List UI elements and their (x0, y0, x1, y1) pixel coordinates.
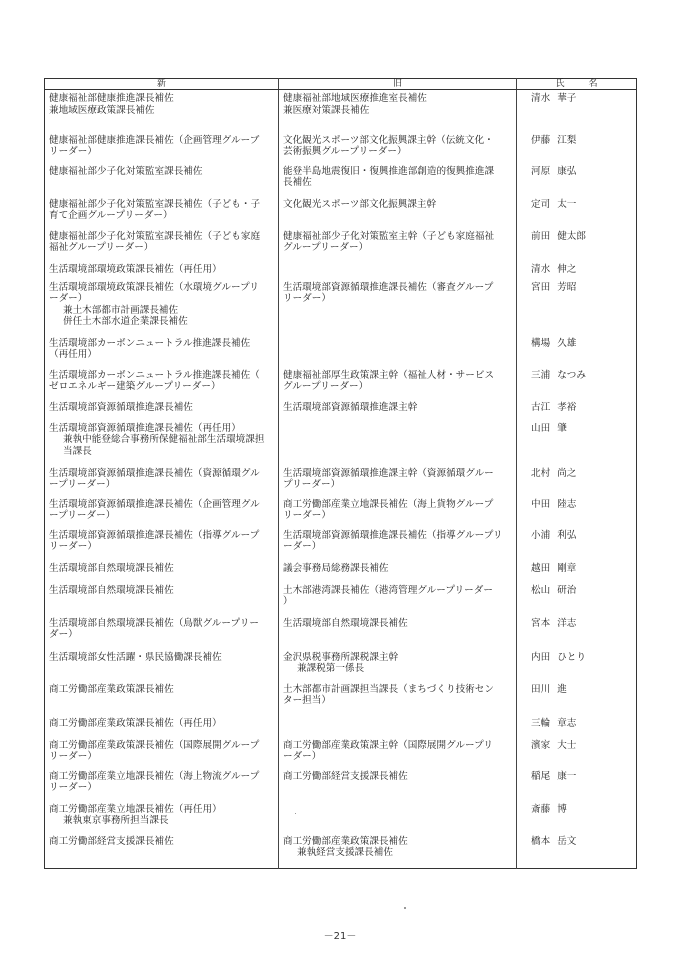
old-position (279, 582, 517, 615)
old-position-line: 議会事務局総務課長補佐 (283, 562, 389, 574)
person-name (517, 681, 637, 715)
family-name: 橋本 (531, 835, 551, 847)
new-position (45, 833, 279, 869)
old-position-line: 兼課税第一係長 (297, 663, 365, 675)
new-position (45, 420, 279, 465)
old-position-line: 商工労働部産業政策課主幹（国際展開グループリ (283, 739, 493, 751)
new-position-line: 福祉グループリーダー） (49, 242, 154, 254)
new-position-line: 生活環境部資源循環推進課長補佐 (49, 401, 193, 413)
person-name (517, 649, 637, 681)
old-position-line: 健康福祉部少子化対策監室主幹（子ども家庭福祉 (283, 230, 495, 242)
person-name (517, 335, 637, 367)
person-name-text (517, 370, 632, 382)
old-position-line: ） (283, 596, 293, 608)
old-position-line: リーダー） (283, 510, 331, 522)
person-name-text (517, 652, 632, 664)
old-position-line: ーダー） (283, 541, 322, 553)
new-position-line: 生活環境部資源循環推進課長補佐（企画管理グル (49, 498, 260, 510)
person-name (517, 90, 637, 132)
given-name: 岳文 (557, 835, 577, 847)
old-position-line: 生活環境部資源循環推進課主幹 (283, 401, 418, 413)
family-name: 松山 (531, 584, 551, 596)
family-name: 斎藤 (531, 803, 551, 815)
table-row (45, 335, 637, 367)
table-body (45, 90, 637, 869)
new-position (45, 715, 279, 737)
new-position (45, 399, 279, 420)
new-position-line: 生活環境部資源循環推進課長補佐（再任用） (49, 422, 241, 434)
person-name-text (517, 563, 632, 575)
family-name: 田川 (531, 683, 551, 695)
old-position (279, 715, 517, 737)
new-position-line: 生活環境部カーボンニュートラル推進課長補佐 (49, 337, 251, 349)
table-row (45, 90, 637, 132)
new-position-line: ーダー） (49, 293, 88, 305)
new-position-line: 健康福祉部少子化対策監室課長補佐 (49, 165, 203, 177)
given-name: なつみ (557, 369, 586, 381)
person-name (517, 737, 637, 768)
old-position-line: 生活環境部自然環境課長補佐 (283, 617, 408, 629)
page-number: －21－ (323, 931, 357, 942)
family-name: 越田 (531, 562, 551, 574)
new-position-line: 生活環境部資源循環推進課長補佐（指導グループ (49, 529, 260, 541)
new-position-line: 兼地域医療政策課長補佐 (49, 104, 155, 116)
old-position-line: 生活環境部資源循環推進課主幹（資源循環グルー (283, 467, 494, 479)
table-row (45, 132, 637, 163)
new-position-line: 商工労働部産業政策課長補佐（国際展開グループ (49, 739, 260, 751)
person-name-text (517, 423, 632, 435)
old-position-line: 兼医療対策課長補佐 (283, 104, 370, 116)
old-position-line: 長補佐 (283, 177, 312, 189)
given-name: 江梨 (557, 134, 577, 146)
old-position (279, 399, 517, 420)
person-name-text (517, 282, 632, 294)
table-row (45, 768, 637, 801)
given-name: 伸之 (557, 263, 577, 275)
old-position (279, 833, 517, 869)
family-name: 清水 (531, 93, 551, 104)
person-name-text (517, 740, 632, 752)
given-name: 太一 (557, 198, 577, 210)
new-position (45, 801, 279, 833)
new-position-line: 生活環境部自然環境課長補佐 (49, 562, 174, 574)
old-position-line: プリーダー） (283, 479, 341, 491)
table-row (45, 196, 637, 228)
person-name-text (517, 135, 632, 147)
table-row (45, 582, 637, 615)
family-name: 内田 (531, 651, 551, 663)
new-position-line: ゼロエネルギー建築グループリーダー） (49, 381, 221, 393)
person-name (517, 420, 637, 465)
old-position (279, 196, 517, 228)
old-position (279, 279, 517, 335)
person-name-text (517, 468, 632, 480)
new-position-line: 生活環境部資源循環推進課長補佐（資源循環グル (49, 467, 260, 479)
old-position (279, 90, 517, 132)
new-position (45, 737, 279, 768)
table-row (45, 399, 637, 420)
person-name-text (517, 771, 632, 783)
table-row (45, 261, 637, 279)
new-position (45, 335, 279, 367)
given-name: 進 (557, 683, 567, 695)
new-position (45, 367, 279, 399)
header-old: 旧 (279, 79, 517, 90)
header-name (517, 79, 637, 90)
table-row (45, 649, 637, 681)
old-position-line: 生活環境部資源循環推進課長補佐（審査グループ (283, 281, 494, 293)
given-name: 利弘 (557, 529, 577, 541)
table-row (45, 715, 637, 737)
scan-speck (295, 813, 296, 814)
new-position-line: 兼土木部都市計画課長補佐 (63, 304, 179, 316)
new-position-line: 生活環境部自然環境課長補佐（鳥獣グループリー (49, 617, 259, 629)
person-name-text (517, 618, 632, 630)
person-name-text (517, 231, 632, 243)
new-position-line: 兼執中能登総合事務所保健福祉部生活環境課担 (63, 434, 265, 446)
new-position-line: ープリーダー） (49, 479, 116, 491)
given-name: ひとり (557, 651, 586, 663)
old-position-line: グループリーダー） (283, 381, 369, 393)
person-name (517, 196, 637, 228)
old-position-line: 芸術振興グループリーダー） (283, 146, 407, 158)
given-name: 研治 (557, 584, 577, 596)
family-name: 濱家 (531, 739, 551, 751)
new-position-line: 健康福祉部健康推進課長補佐 (49, 93, 174, 104)
old-position-line: 生活環境部資源循環推進課長補佐（指導グループリ (283, 529, 503, 541)
old-position-line: 健康福祉部地域医療推進室長補佐 (283, 93, 427, 104)
new-position-line: 兼執東京事務所担当課長 (63, 815, 169, 827)
new-position-line: （再任用） (49, 349, 97, 361)
person-name-text (517, 199, 632, 211)
new-position (45, 582, 279, 615)
given-name: 大士 (557, 739, 577, 751)
family-name: 定司 (531, 198, 551, 210)
family-name: 伊藤 (531, 134, 551, 146)
given-name: 芳昭 (557, 281, 577, 293)
person-name (517, 228, 637, 261)
table-row (45, 681, 637, 715)
new-position (45, 768, 279, 801)
old-position (279, 560, 517, 582)
person-name (517, 582, 637, 615)
old-position (279, 261, 517, 279)
old-position (279, 367, 517, 399)
old-position (279, 163, 517, 196)
person-name-text (517, 585, 632, 597)
family-name: 小浦 (531, 529, 551, 541)
table-row (45, 279, 637, 335)
given-name: 章志 (557, 717, 577, 729)
new-position (45, 261, 279, 279)
old-position-line: リーダー） (283, 293, 331, 305)
new-position (45, 615, 279, 649)
new-position (45, 681, 279, 715)
given-name: 孝裕 (557, 401, 577, 413)
new-position (45, 649, 279, 681)
new-position-line: 当課長 (63, 445, 92, 457)
new-position (45, 496, 279, 527)
table-row (45, 228, 637, 261)
person-name (517, 399, 637, 420)
table-header-row (45, 79, 637, 90)
old-position-line: 文化観光スポーツ部文化振興課主幹 (283, 198, 437, 210)
old-position (279, 496, 517, 527)
personnel-table (44, 78, 637, 869)
person-name-text (517, 804, 632, 816)
family-name: 前田 (531, 230, 551, 242)
new-position-line: ダー） (49, 629, 78, 641)
family-name: 中田 (531, 498, 551, 510)
old-position (279, 527, 517, 560)
family-name: 北村 (531, 467, 551, 479)
old-position-line: ーダー） (283, 751, 322, 763)
given-name: 剛章 (557, 562, 577, 574)
family-name: 清水 (531, 263, 551, 275)
given-name: 陸志 (557, 498, 577, 510)
old-position (279, 737, 517, 768)
old-position-line: 商工労働部産業立地課長補佐（海上貨物グループ (283, 498, 494, 510)
old-position-line: 文化観光スポーツ部文化振興課主幹（伝統文化・ (283, 134, 494, 146)
old-position-line: 健康福祉部厚生政策課主幹（福祉人材・サービス (283, 369, 495, 381)
table-row (45, 420, 637, 465)
new-position (45, 163, 279, 196)
new-position (45, 465, 279, 496)
old-position-line: 能登半島地震復旧・復興推進部創造的復興推進課 (283, 165, 495, 177)
person-name (517, 465, 637, 496)
new-position-line: 生活環境部女性活躍・県民協働課長補佐 (49, 651, 222, 663)
new-position-line: ープリーダー） (49, 510, 116, 522)
old-position (279, 335, 517, 367)
table-row (45, 465, 637, 496)
old-position-line: 土木部都市計画課担当課長（まちづくり技術セン (283, 683, 494, 695)
old-position-line: 土木部港湾課長補佐（港湾管理グループリーダー (283, 584, 493, 596)
person-name (517, 768, 637, 801)
new-position (45, 560, 279, 582)
person-name-text (517, 93, 632, 105)
new-position-line: リーダー） (49, 751, 97, 763)
old-position (279, 420, 517, 465)
family-name: 三輪 (531, 717, 551, 729)
old-position (279, 228, 517, 261)
given-name: 博 (557, 803, 567, 815)
table-row (45, 615, 637, 649)
old-position (279, 681, 517, 715)
table-row (45, 367, 637, 399)
person-name-text (517, 836, 632, 848)
new-position-line: 生活環境部カーボンニュートラル推進課長補佐（ (49, 369, 260, 381)
header-name-1: 氏 (555, 79, 565, 89)
person-name (517, 132, 637, 163)
old-position-line: 商工労働部経営支援課長補佐 (283, 770, 408, 782)
table-row (45, 163, 637, 196)
header-name-2: 名 (588, 79, 598, 89)
person-name (517, 560, 637, 582)
person-name-text (517, 338, 632, 350)
person-name (517, 615, 637, 649)
person-name (517, 801, 637, 833)
given-name: 尚之 (557, 467, 577, 479)
person-name-text (517, 166, 632, 178)
family-name: 三浦 (531, 369, 551, 381)
person-name (517, 261, 637, 279)
new-position-line: 健康福祉部少子化対策監室課長補佐（子ども・子 (49, 198, 261, 210)
old-position-line: 兼執経営支援課長補佐 (297, 847, 393, 859)
family-name: 構場 (531, 337, 551, 349)
family-name: 河原 (531, 165, 551, 177)
person-name-text (517, 718, 632, 730)
table-row (45, 496, 637, 527)
new-position-line: 生活環境部環境政策課長補佐（水環境グループリ (49, 281, 259, 293)
new-position (45, 228, 279, 261)
person-name-text (517, 530, 632, 542)
new-position-line: 併任土木部水道企業課長補佐 (63, 316, 188, 328)
scan-speck (404, 907, 406, 909)
new-position (45, 90, 279, 132)
old-position-line: グループリーダー） (283, 242, 369, 254)
family-name: 古江 (531, 401, 551, 413)
new-position-line: リーダー） (49, 782, 97, 794)
table-row (45, 737, 637, 768)
person-name (517, 496, 637, 527)
old-position (279, 768, 517, 801)
person-name-text (517, 684, 632, 696)
new-position-line: 健康福祉部少子化対策監室課長補佐（子ども家庭 (49, 230, 261, 242)
given-name: 健太郎 (557, 230, 586, 242)
table-row (45, 833, 637, 869)
person-name (517, 279, 637, 335)
new-position (45, 527, 279, 560)
old-position-line: 金沢県税事務所課税課主幹 (283, 651, 399, 663)
person-name-text (517, 402, 632, 414)
old-position (279, 615, 517, 649)
family-name: 宮田 (531, 281, 551, 293)
family-name: 山田 (531, 422, 551, 434)
given-name: 久雄 (557, 337, 577, 349)
person-name-text (517, 499, 632, 511)
old-position (279, 649, 517, 681)
new-position-line: 商工労働部産業立地課長補佐（海上物流グループ (49, 770, 260, 782)
person-name (517, 163, 637, 196)
new-position-line: 生活環境部環境政策課長補佐（再任用） (49, 263, 222, 275)
table-row (45, 801, 637, 833)
table-row (45, 560, 637, 582)
old-position (279, 132, 517, 163)
new-position-line: 生活環境部自然環境課長補佐 (49, 584, 174, 596)
family-name: 稲尾 (531, 770, 551, 782)
new-position-line: リーダー） (49, 146, 97, 158)
person-name (517, 527, 637, 560)
table-row (45, 527, 637, 560)
new-position-line: 商工労働部経営支援課長補佐 (49, 835, 174, 847)
old-position-line: ター担当） (283, 695, 331, 707)
header-new: 新 (45, 79, 279, 90)
old-position-line: 商工労働部産業政策課長補佐 (283, 835, 408, 847)
new-position-line: 商工労働部産業政策課長補佐 (49, 683, 174, 695)
person-name (517, 367, 637, 399)
new-position (45, 196, 279, 228)
new-position-line: 商工労働部産業政策課長補佐（再任用） (49, 717, 222, 729)
old-position (279, 465, 517, 496)
new-position-line: 育て企画グループリーダー） (49, 210, 173, 222)
given-name: 肇 (557, 422, 567, 434)
given-name: 康一 (557, 770, 577, 782)
new-position-line: 健康福祉部健康推進課長補佐（企画管理グルーブ (49, 134, 260, 146)
new-position (45, 132, 279, 163)
given-name: 洋志 (557, 617, 577, 629)
person-name-text (517, 264, 632, 276)
new-position (45, 279, 279, 335)
given-name: 康弘 (557, 165, 577, 177)
new-position-line: リーダー） (49, 541, 97, 553)
person-name (517, 715, 637, 737)
personnel-roster (44, 78, 636, 896)
new-position-line: 商工労働部産業立地課長補佐（再任用） (49, 803, 222, 815)
given-name: 華子 (557, 93, 577, 104)
old-position (279, 801, 517, 833)
family-name: 宮本 (531, 617, 551, 629)
person-name (517, 833, 637, 869)
